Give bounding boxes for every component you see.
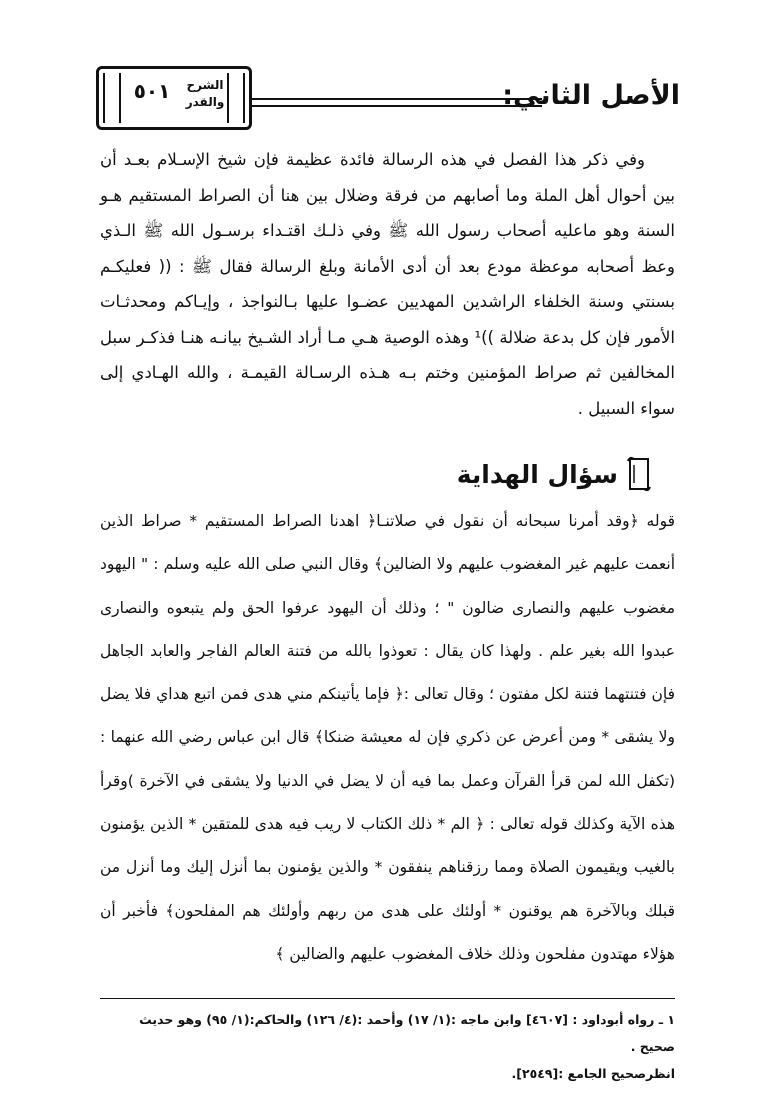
- section-heading: [457, 452, 652, 496]
- header-rule: [250, 98, 542, 107]
- intro-text: وفي ذكر هذا الفصل في هذه الرسالة فائدة عظيمة فإن شيخ الإسـلام بعـد أن بين أحوال أهل الملة وما أصابهم من فرقة وضلال بين هنا أن الصراط المستقيم هـو السنة وهو ماعليه أصحاب رسول الله ﷺ وفي ذلـك اقتـداء برسـول الله ﷺ الـذي وعظ أصحابه موعظة مودع بعد أن أدى الأمانة وبلغ الرسالة فقال ﷺ : (( فعليكـم بسنتي وسنة الخلفاء الراشدين المهديين عضـوا عليها بـالنواجذ ، وإيـاكم ومحدثـات الأمور فإن كل بدعة ضلالة ))¹ وهذه الوصية هـي مـا أراد الشـيخ بيانـه هنـا فذكـر سبل المخالفين ثم صراط المؤمنين وختم بـه هـذه الرسـالة القيمـة ، والله الهـادي إلى سواء السبيل .: [100, 150, 675, 418]
- body-paragraph: [100, 500, 675, 976]
- intro-paragraph: [100, 142, 675, 426]
- scroll-icon: [626, 455, 652, 493]
- book-label: [181, 77, 229, 111]
- book-label-line-2: والقدر: [185, 95, 225, 109]
- page-header: [90, 60, 680, 140]
- chapter-title: الأصل الثاني:: [502, 80, 680, 111]
- footnote-line-2: انظرصحيح الجامع :[٢٥٤٩].: [511, 1066, 675, 1081]
- footnote-rule: [100, 998, 675, 999]
- footnote-line-1: ١ ـ رواه أبوداود : [٤٦٠٧] وابن ماجه :(١/ ١٧) وأحمد :(٤/ ١٢٦) والحاكم:(١/ ٩٥) وهو حديث صحيح .: [139, 1012, 675, 1054]
- body-text: قوله ﴿وقد أمرنا سبحانه أن نقول في صلاتنـا﴿ اهدنا الصراط المستقيم * صراط الذين أنعمت عليهم غير المغضوب عليهم ولا الضالين﴾ وقال النبي صلى الله عليه وسلم : " اليهود مغضوب عليهم والنصارى ضالون " ؛ وذلك أن اليهود عرفوا الحق ولم يتبعوه والنصارى عبدوا الله بغير علم . ولهذا كان يقال : تعوذوا بالله من فتنة العالم الفاجر والعابد الجاهل فإن فتنتهما فتنة لكل مفتون ؛ وقال تعالى :﴿ فإما يأتينكم مني هدى فمن اتبع هداي فلا يضل ولا يشقى * ومن أعرض عن ذكري فإن له معيشة ضنكا﴾ قال ابن عباس رضي الله عنهما : (تكفل الله لمن قرأ القرآن وعمل بما فيه أن لا يضل في الدنيا ولا يشقى في الآخرة )وقرأ هذه الآية وكذلك قوله تعالى : ﴿ الم * ذلك الكتاب لا ريب فيه هدى للمتقين * الذين يؤمنون بالغيب ويقيمون الصلاة ومما رزقناهم ينفقون * والذين يؤمنون بما أنزل إليك وما أنزل من قبلك وبالآخرة هم يوقنون * أولئك على هدى من ربهم وأولئك هم المفلحون﴾ فأخبر أن هؤلاء مهتدون مفلحون وذلك خلاف المغضوب عليهم والضالين ﴾: [100, 512, 675, 963]
- section-title: سؤال الهداية: [456, 459, 618, 489]
- page-number: ٥٠١: [133, 79, 171, 103]
- footnote: [100, 1006, 675, 1087]
- book-label-line-1: الشرح: [186, 78, 224, 92]
- book-frame-ornament: [96, 66, 252, 130]
